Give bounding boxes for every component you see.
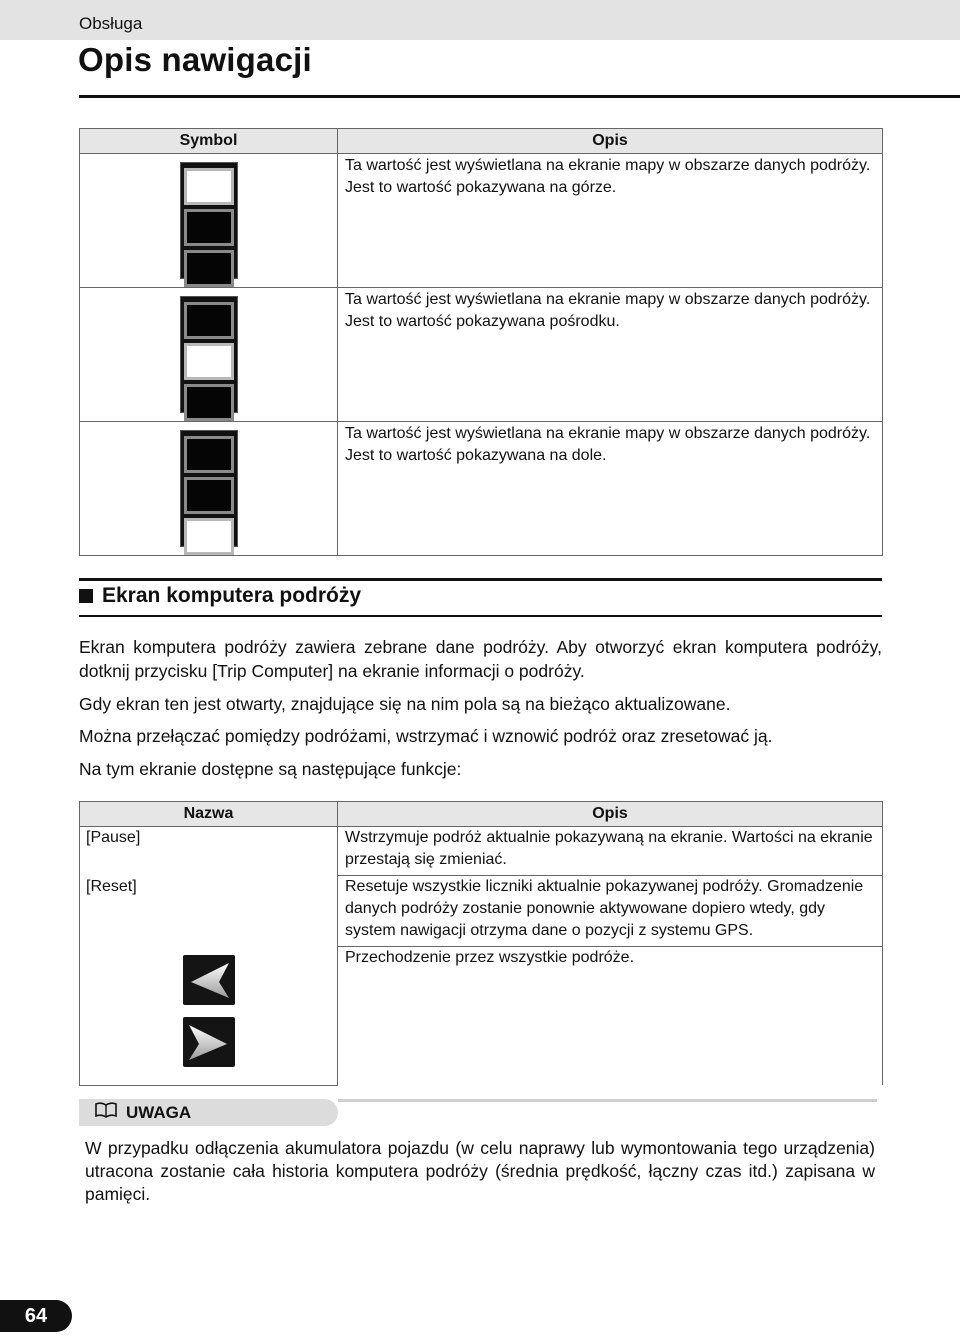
function-description: Wstrzymuje podróż aktualnie pokazywaną na ekranie. Wartości na ekranie przestają się zmieniać.	[338, 827, 883, 876]
page-number: 64	[0, 1300, 72, 1332]
symbols-table	[79, 128, 883, 556]
column-header-description: Opis	[338, 129, 883, 154]
note-title: UWAGA	[126, 1102, 192, 1122]
symbol-cell	[80, 154, 338, 288]
symbol-cell	[80, 422, 338, 556]
paragraph: Można przełączać pomiędzy podróżami, wstrzymać i wznowić podróż oraz zresetować ją.	[79, 726, 773, 746]
function-name: [Reset]	[80, 876, 338, 947]
trip-data-middle-indicator-icon	[180, 296, 238, 413]
function-icons-cell	[80, 947, 338, 1086]
function-description: Resetuje wszystkie liczniki aktualnie pokazywanej podróży. Gromadzenie danych podróży zostanie ponownie aktywowane dopiero wtedy, gdy system nawigacji otrzyma dane o pozycji z systemu GPS.	[338, 876, 883, 947]
section-divider-bottom	[79, 615, 882, 617]
trip-data-top-indicator-icon	[180, 162, 238, 279]
symbol-description: Ta wartość jest wyświetlana na ekranie mapy w obszarze danych podróży. Jest to wartość pokazywana na górze.	[338, 154, 883, 288]
function-description: Przechodzenie przez wszystkie podróże.	[338, 947, 883, 1086]
paragraph: Gdy ekran ten jest otwarty, znajdujące się na nim pola są na bieżąco aktualizowane.	[79, 694, 731, 714]
paragraph: Na tym ekranie dostępne są następujące funkcje:	[79, 759, 462, 779]
functions-table	[79, 801, 883, 1086]
column-header-description: Opis	[338, 802, 883, 827]
trip-data-bottom-indicator-icon	[180, 430, 238, 547]
symbol-description: Ta wartość jest wyświetlana na ekranie mapy w obszarze danych podróży. Jest to wartość pokazywana na dole.	[338, 422, 883, 556]
note-label	[79, 1099, 338, 1126]
symbol-cell	[80, 288, 338, 422]
page-title: Opis nawigacji	[78, 41, 312, 78]
next-arrow-icon	[183, 1017, 235, 1067]
column-header-symbol: Symbol	[80, 129, 338, 154]
column-header-name: Nazwa	[80, 802, 338, 827]
section-divider-top	[79, 578, 882, 581]
section-label: Obsługa	[79, 14, 143, 33]
note-text: W przypadku odłączenia akumulatora pojazdu (w celu naprawy lub wymontowania tego urządzenia) utracona zostanie cała historia komputera podróży (średnia prędkość, łączny czas itd.) zapisana w pamięci.	[85, 1138, 875, 1204]
note-divider	[338, 1099, 877, 1102]
symbol-description: Ta wartość jest wyświetlana na ekranie mapy w obszarze danych podróży. Jest to wartość pokazywana pośrodku.	[338, 288, 883, 422]
function-name: [Pause]	[80, 827, 338, 876]
header-bar	[0, 0, 960, 40]
section-heading-text: Ekran komputera podróży	[102, 584, 362, 607]
section-heading	[79, 584, 361, 608]
previous-arrow-icon	[183, 955, 235, 1005]
square-bullet-icon	[79, 589, 93, 603]
paragraph: Ekran komputera podróży zawiera zebrane dane podróży. Aby otworzyć ekran komputera podróży, dotknij przycisku [Trip Computer] na ekranie informacji o podróży.	[79, 637, 882, 681]
book-icon	[94, 1101, 118, 1124]
title-divider	[79, 95, 960, 98]
